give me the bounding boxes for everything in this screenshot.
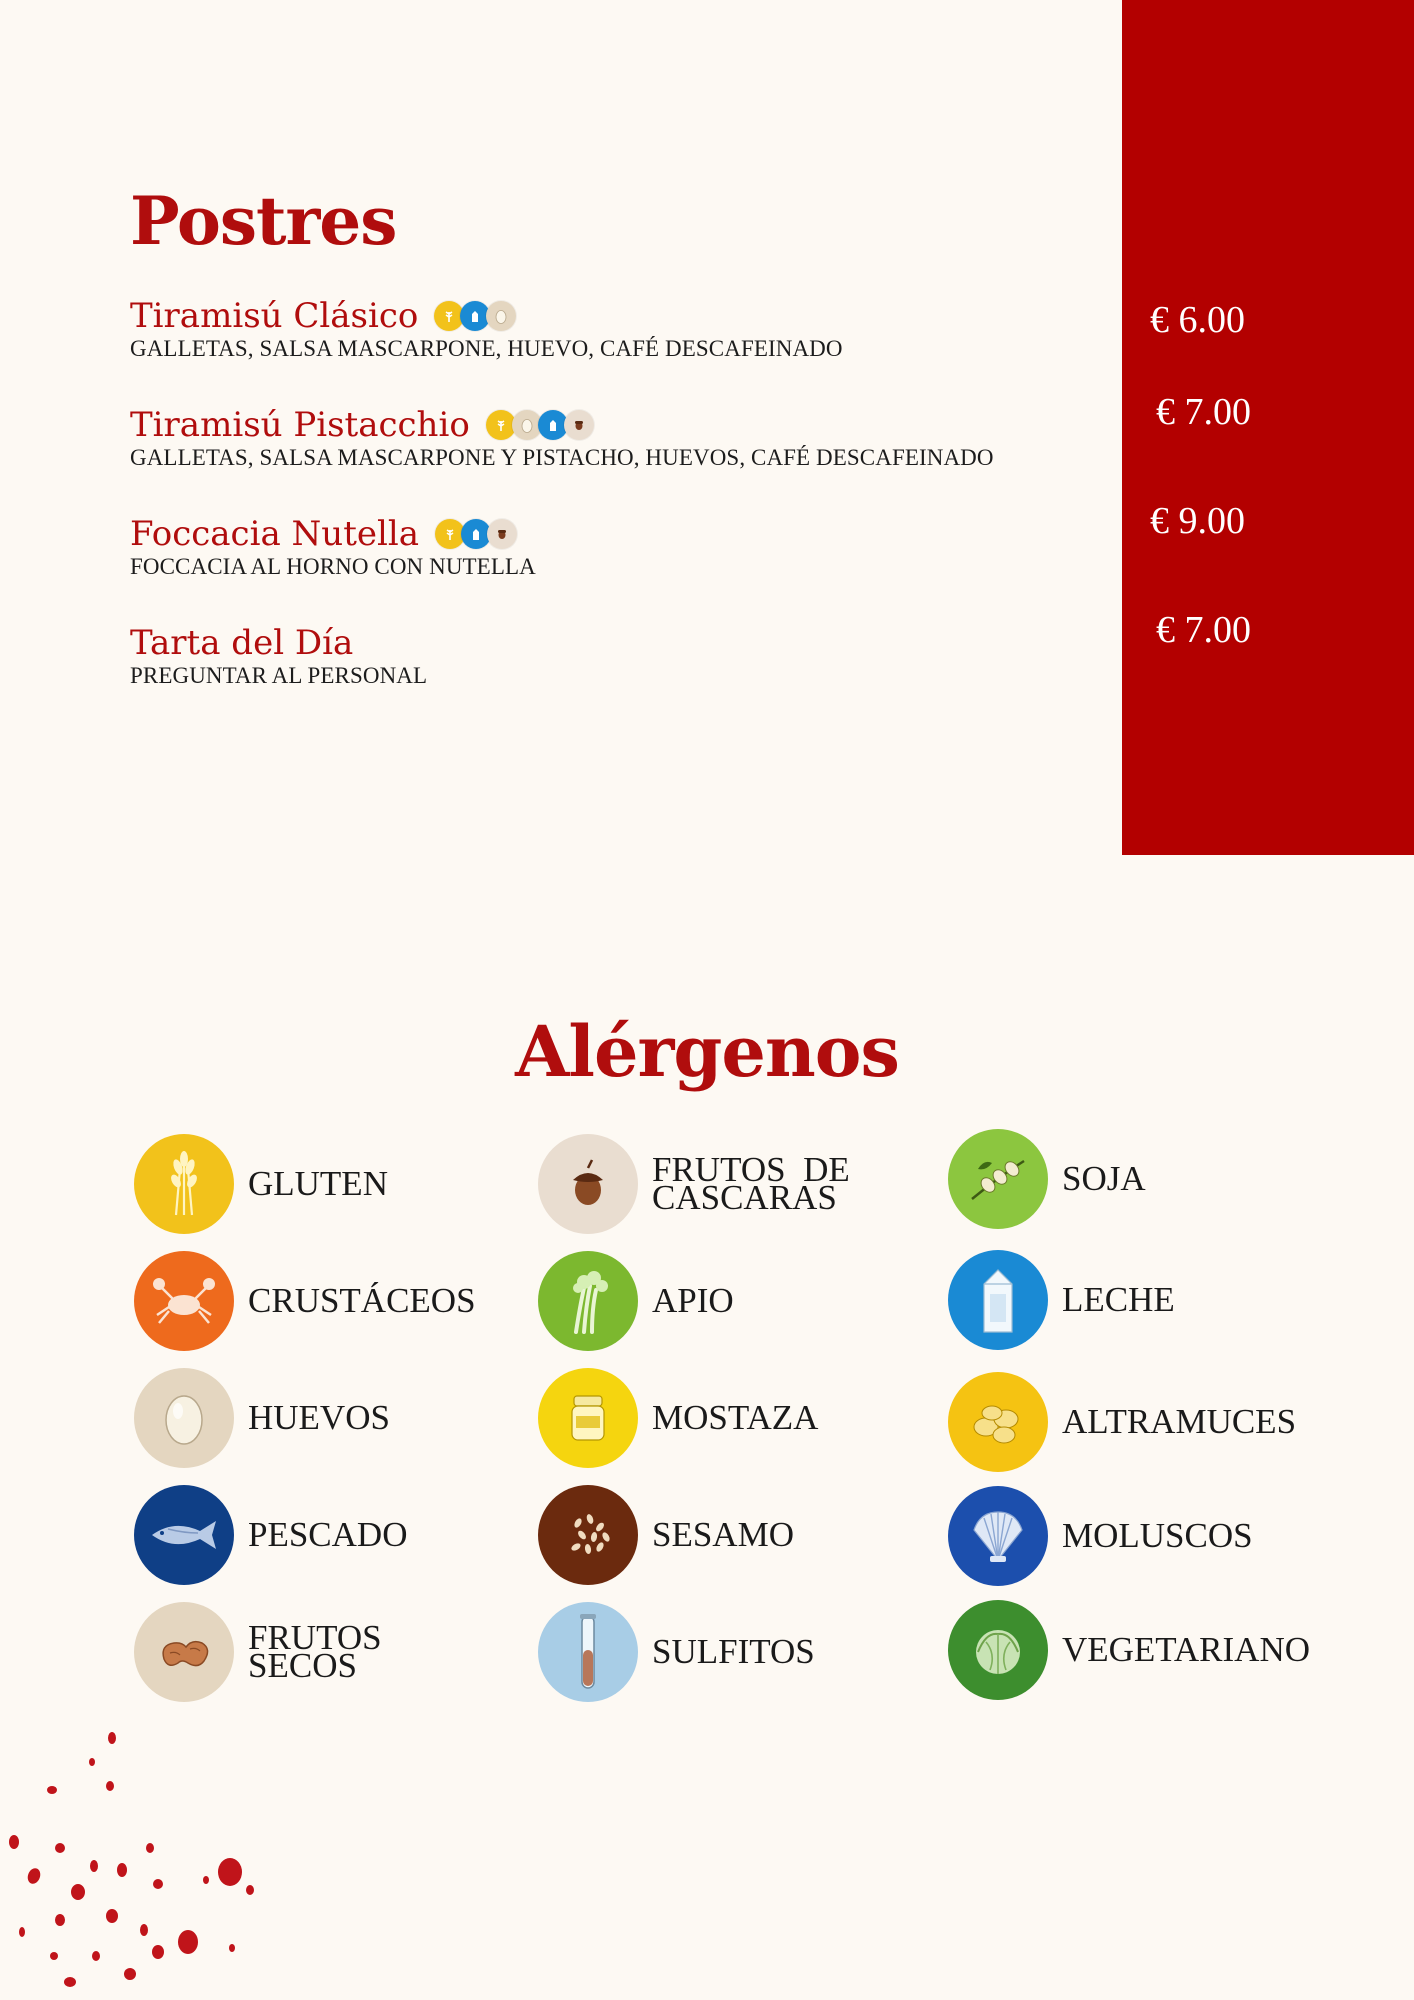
allergen-label: CRUSTÁCEOS [248,1281,476,1320]
allergen-label: HUEVOS [248,1398,390,1437]
wheat-icon [134,1134,234,1234]
allergen-frutos-secos [134,1602,382,1702]
shell-icon [948,1486,1048,1586]
allergen-label: SESAMO [652,1515,794,1554]
menu-item-tarta-del-dia [130,623,427,689]
allergen-huevos [134,1368,390,1468]
item-description: PREGUNTAR AL PERSONAL [130,663,428,688]
price-tarta-del-dia: € 7.00 [1156,609,1251,651]
test-tube-icon [538,1602,638,1702]
item-description: FOCCACIA AL HORNO CON NUTELLA [130,554,536,579]
item-allergen-icons [486,410,594,440]
allergen-label: MOLUSCOS [1062,1516,1253,1555]
allergen-label: ALTRAMUCES [1062,1402,1297,1441]
price-tiramisu-clasico: € 6.00 [1150,299,1245,341]
item-name: Tiramisú Clásico [130,296,419,336]
allergen-altramuces [948,1372,1296,1472]
allergen-frutos-de-cascaras [538,1134,850,1234]
menu-item-tiramisu-pistacchio [130,405,994,471]
allergen-label: PESCADO [248,1515,408,1554]
allergen-crustaceos [134,1251,476,1351]
allergen-mostaza [538,1368,818,1468]
nut-icon [487,519,517,549]
item-description: GALLETAS, SALSA MASCARPONE Y PISTACHO, HUEVOS, CAFÉ DESCAFEINADO [130,445,994,470]
allergen-soja [948,1129,1146,1229]
egg-icon [134,1368,234,1468]
alergenos-title: Alérgenos [515,1010,899,1093]
sesame-icon [538,1485,638,1585]
allergen-gluten [134,1134,388,1234]
allergen-label: LECHE [1062,1280,1175,1319]
allergen-label: SOJA [1062,1159,1146,1198]
menu-item-foccacia-nutella [130,514,536,580]
acorn-icon [538,1134,638,1234]
allergen-moluscos [948,1486,1253,1586]
nut-icon [564,410,594,440]
fish-icon [134,1485,234,1585]
allergen-apio [538,1251,734,1351]
allergen-label: MOSTAZA [652,1398,819,1437]
crab-icon [134,1251,234,1351]
cabbage-icon [948,1600,1048,1700]
item-name: Tarta del Día [130,623,354,663]
lupin-icon [948,1372,1048,1472]
item-description: GALLETAS, SALSA MASCARPONE, HUEVO, CAFÉ DESCAFEINADO [130,336,843,361]
item-name: Tiramisú Pistacchio [130,405,470,445]
allergen-pescado [134,1485,407,1585]
allergen-label: FRUTOS DE CASCARAS [652,1150,850,1217]
celery-icon [538,1251,638,1351]
peanut-icon [134,1602,234,1702]
milk-carton-icon [948,1250,1048,1350]
allergen-leche [948,1250,1175,1350]
item-name: Foccacia Nutella [130,514,419,554]
item-allergen-icons [434,301,516,331]
price-tiramisu-pistacchio: € 7.00 [1156,391,1251,433]
menu-item-tiramisu-clasico [130,296,843,362]
allergen-label: VEGETARIANO [1062,1630,1310,1669]
allergen-sesamo [538,1485,794,1585]
allergen-label: GLUTEN [248,1164,388,1203]
price-foccacia-nutella: € 9.00 [1150,500,1245,542]
soy-icon [948,1129,1048,1229]
allergen-label: SULFITOS [652,1632,815,1671]
egg-icon [486,301,516,331]
allergen-sulfitos [538,1602,815,1702]
item-allergen-icons [435,519,517,549]
allergen-label: APIO [652,1281,734,1320]
allergen-label: FRUTOS SECOS [248,1618,382,1685]
postres-title: Postres [130,182,397,260]
splatter-decoration [0,1720,280,2000]
allergen-vegetariano [948,1600,1310,1700]
mustard-jar-icon [538,1368,638,1468]
